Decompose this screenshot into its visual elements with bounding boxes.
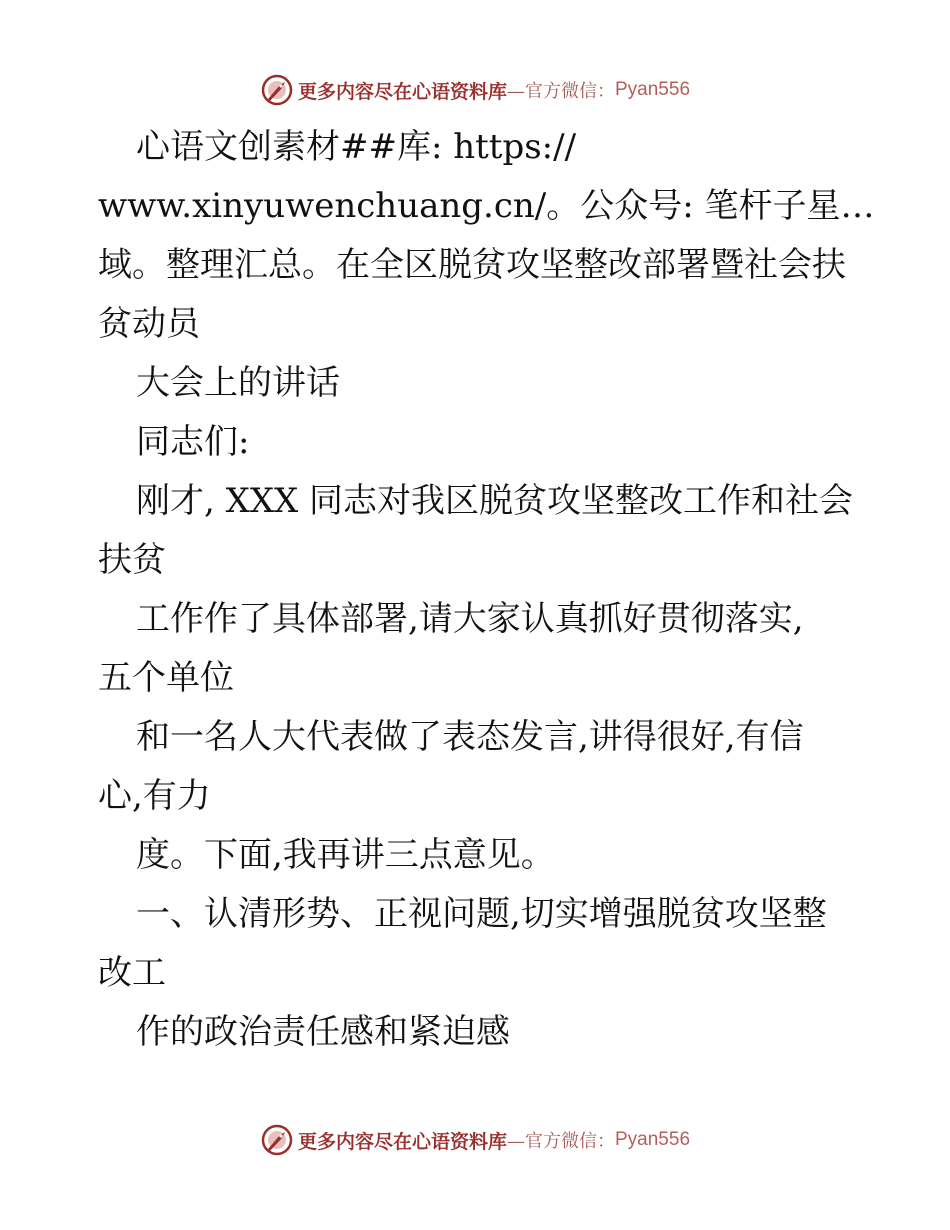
watermark-separator: —官方微信： [507, 81, 615, 102]
text-line: 域。整理汇总。在全区脱贫攻坚整改部署暨社会扶 [98, 245, 846, 285]
watermark-wechat-id: Pyan556 [615, 79, 691, 100]
text-line: 扶贫 [98, 540, 166, 580]
pen-nib-logo-icon [260, 73, 294, 107]
speech-title: 大会上的讲话 [136, 363, 340, 403]
text-line: 刚才, XXX 同志对我区脱贫攻坚整改工作和社会 [136, 481, 854, 521]
text-line: 工作作了具体部署,请大家认真抓好贯彻落实, [136, 599, 804, 639]
text-line: 贫动员 [98, 304, 200, 344]
text-line: www.xinyuwenchuang.cn/。公众号: 笔杆子星… [98, 186, 875, 226]
text-line: 和一名人大代表做了表态发言,讲得很好,有信 [136, 717, 804, 757]
salutation: 同志们: [136, 422, 250, 462]
watermark-header [0, 70, 950, 110]
watermark-text: 更多内容尽在心语资料库 [297, 80, 507, 103]
text-line: 心,有力 [98, 776, 211, 816]
section-heading: 改工 [98, 953, 166, 993]
text-line: 度。下面,我再讲三点意见。 [136, 835, 555, 875]
watermark-wechat-id: Pyan556 [615, 1129, 691, 1150]
section-heading: 一、认清形势、正视问题,切实增强脱贫攻坚整 [136, 894, 827, 934]
pen-nib-logo-icon [260, 1123, 294, 1157]
section-heading: 作的政治责任感和紧迫感 [136, 1012, 510, 1052]
text-line: 五个单位 [98, 658, 234, 698]
document-body [98, 118, 875, 1062]
watermark-text: 更多内容尽在心语资料库 [297, 1130, 507, 1153]
watermark-footer [0, 1120, 950, 1160]
watermark-separator: —官方微信： [507, 1131, 615, 1152]
text-line: 心语文创素材##库: https:// [136, 127, 577, 167]
